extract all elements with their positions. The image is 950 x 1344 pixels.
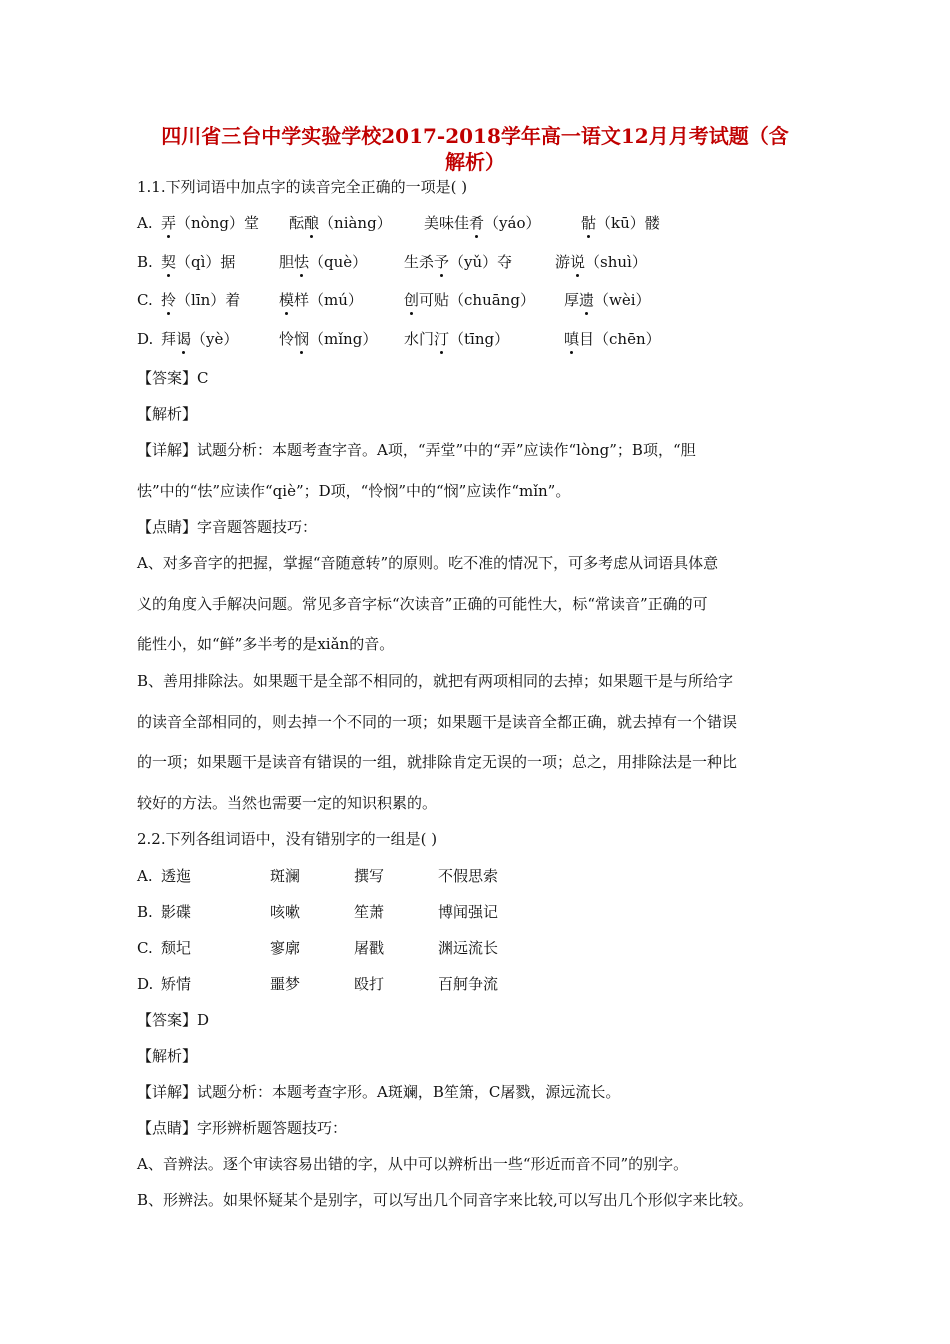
- emphasis-dot-char: 遗: [579, 291, 595, 309]
- option-item: 契（qì）据: [161, 253, 236, 271]
- option-item: 游说（shuì）: [555, 253, 647, 271]
- question-1-tip-a-line-1: A、对多音字的把握，掌握“音随意转”的原则。吃不准的情况下，可多考虑从词语具体意: [137, 554, 719, 572]
- option-word: 殴打: [354, 975, 385, 993]
- option-word: 咳嗽: [270, 903, 301, 921]
- option-word: 屠戳: [354, 939, 385, 957]
- option-word: 博闻强记: [438, 903, 499, 921]
- emphasis-dot-char: 嗔: [564, 330, 580, 348]
- emphasis-dot-char: 怯: [294, 253, 310, 271]
- question-2-tip-a: A、音辨法。逐个审读容易出错的字，从中可以辨析出一些“形近而音不同”的别字。: [137, 1155, 689, 1173]
- emphasis-dot-char: 弄: [161, 214, 177, 232]
- option-word: 斑澜: [270, 867, 301, 885]
- emphasis-dot-char: 悯: [294, 330, 310, 348]
- option-word: 颓圮: [161, 939, 192, 957]
- option-label: A.: [137, 867, 153, 885]
- question-1-detail-line-1: 【详解】试题分析：本题考查字音。A项，“弄堂”中的“弄”应读作“lòng”；B项，“胆: [137, 441, 696, 459]
- option-item: 水门汀（tīng）: [404, 330, 510, 348]
- option-word: 笙萧: [354, 903, 385, 921]
- question-1-tip-label: 【点睛】字音题答题技巧：: [137, 518, 318, 536]
- option-label: B.: [137, 253, 153, 271]
- question-1-tip-b-line-1: B、善用排除法。如果题干是全部不相同的，就把有两项相同的去掉；如果题干是与所给字: [137, 672, 734, 690]
- option-word: 百舸争流: [438, 975, 499, 993]
- emphasis-dot-char: 创: [404, 291, 420, 309]
- option-item: 怜悯（mǐng）: [279, 330, 378, 348]
- option-word: 撰写: [354, 867, 385, 885]
- question-1-detail-line-2: 怯”中的“怯”应读作“qiè”；D项，“怜悯”中的“悯”应读作“mǐn”。: [137, 482, 571, 500]
- question-1-tip-b-line-2: 的读音全部相同的，则去掉一个不同的一项；如果题干是读音全都正确，就去掉有一个错误: [137, 713, 738, 731]
- document-title-line-2: 解析）: [445, 150, 505, 174]
- question-2-tip-b: B、形辨法。如果怀疑某个是别字，可以写出几个同音字来比较,可以写出几个形似字来比较。: [137, 1191, 753, 1209]
- option-item: 骷（kū）髅: [581, 214, 660, 232]
- option-item: 拎（līn）着: [161, 291, 241, 309]
- question-2-stem: 2.2.下列各组词语中，没有错别字的一组是( ): [137, 830, 438, 848]
- option-item: 生杀予（yǔ）夺: [404, 253, 513, 271]
- question-1-tip-b-line-4: 较好的方法。当然也需要一定的知识积累的。: [137, 794, 438, 812]
- option-label: D.: [137, 330, 154, 348]
- option-word: 寥廓: [270, 939, 301, 957]
- option-item: 拜谒（yè）: [161, 330, 239, 348]
- emphasis-dot-char: 汀: [434, 330, 450, 348]
- option-item: 美味佳肴（yáo）: [424, 214, 541, 232]
- option-item: 弄（nòng）堂: [161, 214, 259, 232]
- option-word: 矫情: [161, 975, 192, 993]
- question-1-analysis-label: 【解析】: [137, 405, 198, 423]
- option-word: 不假思索: [438, 867, 499, 885]
- option-word: 透迤: [161, 867, 192, 885]
- question-1-stem: 1.1.下列词语中加点字的读音完全正确的一项是( ): [137, 178, 468, 196]
- option-word: 渊远流长: [438, 939, 499, 957]
- question-2-analysis-label: 【解析】: [137, 1047, 198, 1065]
- document-title-line-1: 四川省三台中学实验学校2017-2018学年高一语文12月月考试题（含: [161, 124, 789, 148]
- question-2-answer: 【答案】D: [137, 1011, 210, 1029]
- emphasis-dot-char: 契: [161, 253, 177, 271]
- question-1-tip-a-line-2: 义的角度入手解决问题。常见多音字标“次读音”正确的可能性大，标“常读音”正确的可: [137, 595, 708, 613]
- option-label: C.: [137, 939, 153, 957]
- question-2-detail: 【详解】试题分析：本题考查字形。A斑斓，B笙箫，C屠戮，源远流长。: [137, 1083, 621, 1101]
- emphasis-dot-char: 酿: [304, 214, 320, 232]
- question-1-tip-b-line-3: 的一项；如果题干是读音有错误的一组，就排除肯定无误的一项；总之，用排除法是一种比: [137, 753, 738, 771]
- option-word: 噩梦: [270, 975, 301, 993]
- question-2-tip-label: 【点睛】字形辨析题答题技巧：: [137, 1119, 348, 1137]
- emphasis-dot-char: 肴: [469, 214, 485, 232]
- emphasis-dot-char: 拎: [161, 291, 177, 309]
- option-item: 嗔目（chēn）: [564, 330, 661, 348]
- option-item: 模样（mú）: [279, 291, 363, 309]
- option-word: 影碟: [161, 903, 192, 921]
- option-item: 胆怯（què）: [279, 253, 368, 271]
- emphasis-dot-char: 模: [279, 291, 295, 309]
- emphasis-dot-char: 说: [570, 253, 586, 271]
- option-label: B.: [137, 903, 153, 921]
- option-item: 创可贴（chuāng）: [404, 291, 535, 309]
- emphasis-dot-char: 谒: [176, 330, 192, 348]
- option-item: 酝酿（niàng）: [289, 214, 392, 232]
- emphasis-dot-char: 予: [434, 253, 450, 271]
- option-label: C.: [137, 291, 153, 309]
- question-1-answer: 【答案】C: [137, 369, 209, 387]
- option-label: A.: [137, 214, 153, 232]
- emphasis-dot-char: 骷: [581, 214, 597, 232]
- option-item: 厚遗（wèi）: [564, 291, 651, 309]
- option-label: D.: [137, 975, 154, 993]
- question-1-tip-a-line-3: 能性小，如“鲜”多半考的是xiǎn的音。: [137, 635, 395, 653]
